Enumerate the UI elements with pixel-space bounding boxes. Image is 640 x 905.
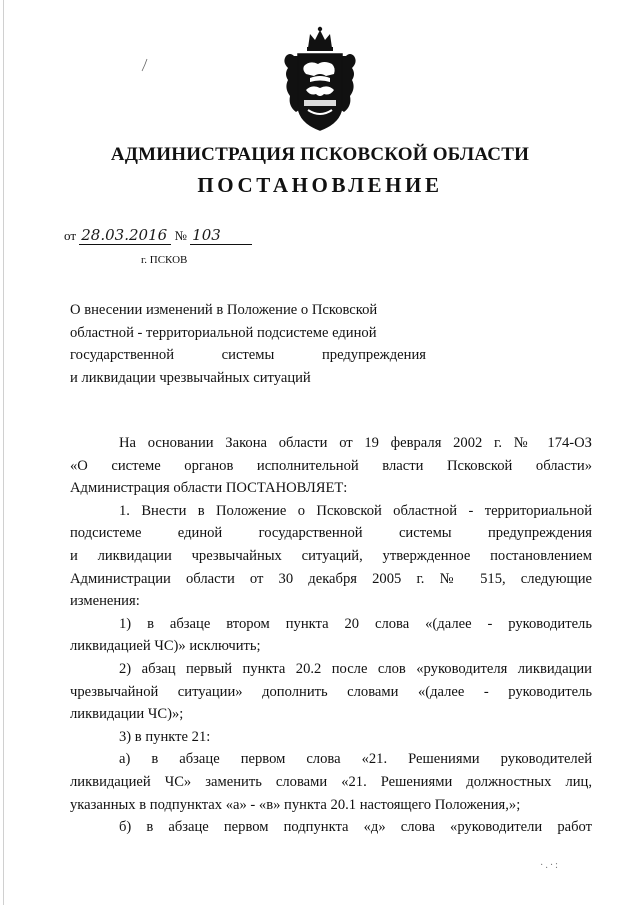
- city-label: г. ПСКОВ: [141, 254, 188, 266]
- handwritten-date: 28.03.2016: [79, 226, 171, 245]
- body-line: подсистеме единой государственной системы предупреждения: [70, 525, 592, 542]
- body-line: 2) абзац первый пункта 20.2 после слов «руководителя ликвидации: [119, 660, 592, 677]
- body-line: чрезвычайной ситуации» дополнить словами «(далее - руководитель: [70, 683, 592, 700]
- document-body: [70, 432, 592, 839]
- scan-specks: ·.·:: [540, 860, 560, 871]
- subject-line: государственной системы предупреждения: [70, 347, 426, 364]
- body-line: а) в абзаце первом слова «21. Решениями руководителей: [119, 751, 592, 768]
- body-line: б) в абзаце первом подпункта «д» слова «руководители работ: [119, 819, 592, 836]
- scan-edge: [3, 0, 4, 905]
- subject-line: и ликвидации чрезвычайных ситуаций: [70, 369, 311, 386]
- body-line: На основании Закона области от 19 февраля 2002 г. № 174-ОЗ: [119, 435, 592, 451]
- body-line: ликвидации ЧС)»;: [70, 706, 184, 723]
- subject-line: О внесении изменений в Положение о Псковской: [70, 302, 378, 318]
- body-line: и ликвидации чрезвычайных ситуаций, утвержденное постановлением: [70, 547, 592, 564]
- date-number-line: [64, 226, 252, 245]
- body-line: 3) в пункте 21:: [119, 728, 211, 745]
- body-line: ликвидацией ЧС» заменить словами «21. Решениями должностных лиц,: [70, 773, 592, 790]
- body-line: «О системе органов исполнительной власти Псковской области»: [70, 457, 592, 474]
- body-line: 1. Внести в Положение о Псковской областной - территориальной: [119, 502, 592, 519]
- body-line: Администрации области от 30 декабря 2005 г. № 515, следующие: [70, 570, 592, 587]
- subject-line: областной - территориальной подсистеме единой: [70, 324, 377, 341]
- document-type-title: ПОСТАНОВЛЕНИЕ: [197, 173, 443, 197]
- body-line: 1) в абзаце втором пункта 20 слова «(далее - руководитель: [119, 615, 592, 632]
- number-prefix: №: [174, 228, 187, 243]
- pskov-coat-of-arms-icon: [280, 26, 360, 132]
- document-subject: [70, 299, 426, 389]
- body-line: ликвидацией ЧС)» исключить;: [70, 638, 261, 655]
- organization-title: АДМИНИСТРАЦИЯ ПСКОВСКОЙ ОБЛАСТИ: [110, 144, 530, 165]
- body-line: изменения:: [70, 593, 140, 610]
- body-line: указанных в подпунктах «а» - «в» пункта 20.1 настоящего Положения,»;: [70, 796, 521, 813]
- pen-mark-icon: [141, 58, 149, 72]
- date-prefix: от: [64, 228, 77, 243]
- body-line: Администрация области ПОСТАНОВЛЯЕТ:: [70, 480, 348, 497]
- handwritten-number: 103: [190, 226, 252, 245]
